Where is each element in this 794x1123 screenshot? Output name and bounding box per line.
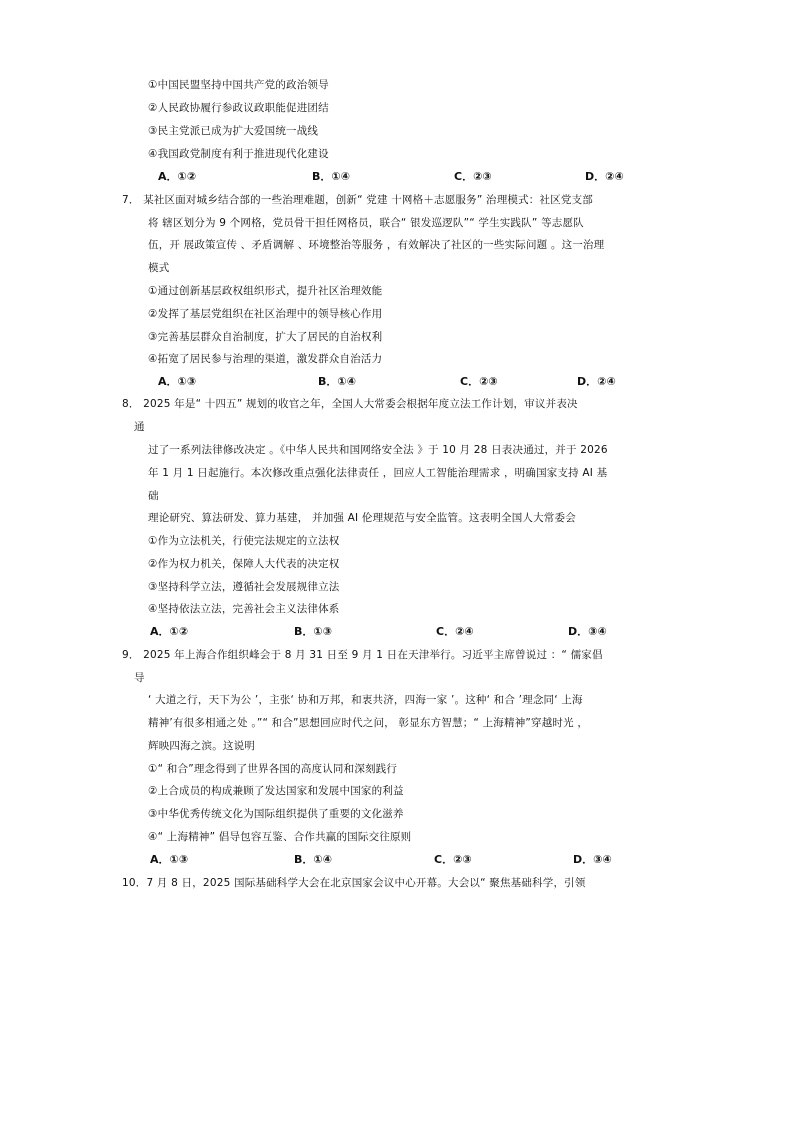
q9-stem-line-3: ‘ 大道之行，天下为公 ’，主张‘ 协和万邦，和衷共济，四海一家 ’。这种‘ 和合 ’理念同‘ 上海 [148,694,583,706]
q6-item-4: ④我国政党制度有利于推进现代化建设 [148,148,329,160]
q9-item-3: ③中华优秀传统文化为国际组织提供了重要的文化滋养 [148,808,404,820]
q7-option-b: B．①④ [318,375,357,388]
q7-stem-line-4: 模式 [148,262,170,274]
q9-stem-line-1: 9． 2025 年上海合作组织峰会于 8 月 31 日至 9 月 1 日在天津举行。习近平主席曾说过 ：“ 儒家倡 [122,649,603,661]
q9-option-c: C．②③ [434,853,472,866]
q7-stem-line-1: 7． 某社区面对城乡结合部的一些治理难题，创新“ 党建 十网格＋志愿服务” 治理模式：社区党支部 [122,194,594,206]
q9-item-2: ②上合成员的构成兼顾了发达国家和发展中国家的利益 [148,785,404,797]
q7-item-3: ③完善基层群众自治制度，扩大了居民的自治权利 [148,331,383,343]
q7-option-a: A．①③ [158,375,197,388]
q6-item-1: ①中国民盟坚持中国共产党的政治领导 [148,79,329,91]
q8-option-a: A．①② [150,625,189,638]
q6-option-a: A．①② [158,170,197,183]
q6-item-2: ②人民政协履行参政议政职能促进团结 [148,102,329,114]
q8-stem-line-6: 理论研究、算法研发、算力基建， 并加强 AI 伦理规范与安全监管。这表明全国人大常委会 [148,512,576,524]
q8-option-c: C．②④ [436,625,474,638]
q7-stem-line-3: 伍，开 展政策宣传 、矛盾调解 、环境整治等服务 ，有效解决了社区的一些实际问题 。这一治理 [148,239,605,251]
q9-option-b: B．①④ [294,853,333,866]
q8-item-4: ④坚持依法立法，完善社会主义法律体系 [148,603,340,615]
q9-stem-line-4: 精神’有很多相通之处 。”“ 和合”思想回应时代之问， 彰显东方智慧；“ 上海精神”穿越时光 ， [148,717,589,729]
q9-item-1: ①“ 和合”理念得到了世界各国的高度认同和深刻践行 [148,763,398,775]
q6-option-d: D．②④ [585,170,624,183]
q7-option-c: C．②③ [460,375,498,388]
q8-item-3: ③坚持科学立法，遵循社会发展规律立法 [148,581,340,593]
q8-option-b: B．①③ [294,625,333,638]
q8-option-d: D．③④ [568,625,607,638]
q9-item-4: ④“ 上海精神” 倡导包容互鉴、合作共赢的国际交往原则 [148,831,412,843]
q7-item-1: ①通过创新基层政权组织形式，提升社区治理效能 [148,285,383,297]
q8-item-1: ①作为立法机关，行使完法规定的立法权 [148,535,340,547]
q6-option-c: C．②③ [454,170,492,183]
q9-stem-line-2: 导 [134,672,145,684]
q6-option-b: B．①④ [312,170,351,183]
q8-item-2: ②作为权力机关，保障人大代表的决定权 [148,558,340,570]
q9-stem-line-5: 辉映四海之滨。这说明 [148,740,255,752]
q7-item-4: ④拓宽了居民参与治理的渠道，激发群众自治活力 [148,353,383,365]
q8-stem-line-1: 8． 2025 年是“ 十四五” 规划的收官之年，全国人大常委会根据年度立法工作计划，审议并表决 [122,398,578,410]
q7-option-d: D．②④ [577,375,616,388]
q7-item-2: ②发挥了基层党组织在社区治理中的领导核心作用 [148,308,383,320]
q8-stem-line-4: 年 1 月 1 日起施行。本次修改重点强化法律责任 ，回应人工智能治理需求 ，明确国家支持 AI 基 [148,467,608,479]
q8-stem-line-3: 过了一系列法律修改决定 。《中华人民共和国网络安全法 》于 10 月 28 日表决通过，并于 2026 [148,444,608,456]
q6-item-3: ③民主党派已成为扩大爱国统一战线 [148,125,319,137]
q8-stem-line-5: 础 [148,490,159,502]
q9-option-d: D．③④ [573,853,612,866]
q9-option-a: A．①③ [150,853,189,866]
q10-stem-line-1: 10．7 月 8 日，2025 国际基础科学大会在北京国家会议中心开幕。大会以“ 聚焦基础科学，引领 [122,877,586,889]
q8-stem-line-2: 通 [134,421,145,433]
q7-stem-line-2: 将 辖区划分为 9 个网格，党员骨干担任网格员，联合“ 银发巡逻队”“ 学生实践队” 等志愿队 [148,217,584,229]
